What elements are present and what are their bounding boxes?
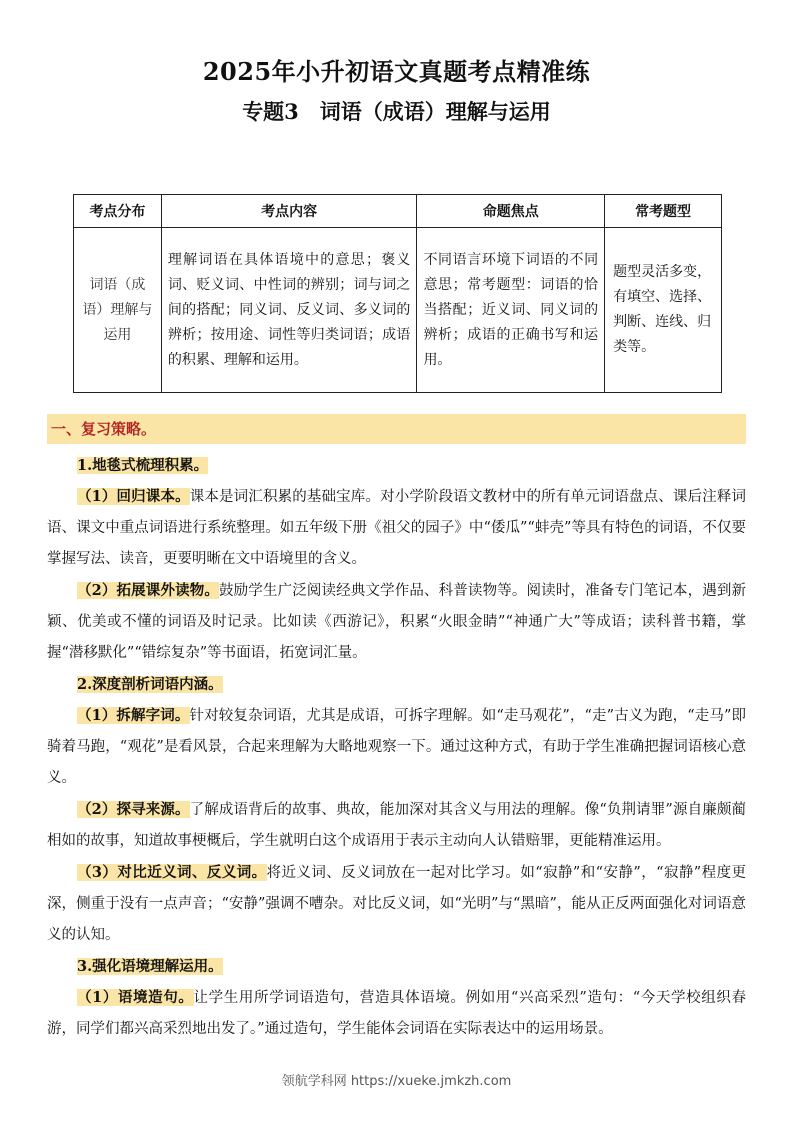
subheading-context: 3.强化语境理解运用。: [77, 958, 223, 975]
section-heading-strategy: 一、复习策略。: [47, 414, 746, 444]
table-header-row: [74, 195, 722, 228]
cell-focus: 不同语言环境下词语的不同意思；常考题型：词语的恰当搭配；近义词、同义词的辨析；成语的正确书写和运用。: [417, 228, 605, 393]
strategy-content: [47, 450, 746, 1045]
label-extra-reading: （2）拓展课外读物。: [77, 582, 220, 599]
document-subtitle: 专题3 词语（成语）理解与运用: [242, 99, 551, 124]
label-origin: （2）探寻来源。: [77, 801, 190, 818]
table-header-distribution: 考点分布: [74, 195, 162, 228]
cell-distribution: 词语（成语）理解与运用: [74, 228, 162, 393]
label-synonyms: （3）对比近义词、反义词。: [77, 864, 267, 881]
paragraph-synonyms: （3）对比近义词、反义词。将近义词、反义词放在一起对比学习。如“寂静”和“安静”，“寂静”程度更深，侧重于没有一点声音；“安静”强调不嘈杂。对比反义词，如“光明”与“黑暗”，能从正反两面强化对词语意义的认知。: [47, 864, 746, 943]
subheading-analyze: 2.深度剖析词语内涵。: [77, 676, 223, 693]
cell-content: 理解词语在具体语境中的意思；褒义词、贬义词、中性词的辨别；词与词之间的搭配；同义词、反义词、多义词的辨析；按用途、词性等归类词语；成语的积累、理解和运用。: [161, 228, 417, 393]
table-header-content: 考点内容: [161, 195, 417, 228]
label-textbook: （1）回归课本。: [77, 488, 190, 505]
exam-point-table: [73, 194, 722, 393]
label-sentence-making: （1）语境造句。: [77, 989, 194, 1006]
cell-types: 题型灵活多变，有填空、选择、判断、连线、归类等。: [605, 228, 722, 393]
footer-watermark: 领航学科网 https://xueke.jmkzh.com: [281, 1074, 512, 1089]
subheading-accumulate: 1.地毯式梳理积累。: [77, 457, 209, 474]
paragraph-split-words: （1）拆解字词。针对较复杂词语，尤其是成语，可拆字理解。如“走马观花”，“走”古义为跑，“走马”即骑着马跑，“观花”是看风景，合起来理解为大略地观察一下。通过这种方式，有助于学生准确把握词语核心意义。: [47, 707, 746, 786]
paragraph-origin: （2）探寻来源。了解成语背后的故事、典故，能加深对其含义与用法的理解。像“负荆请罪”源自廉颇蔺相如的故事，知道故事梗概后，学生就明白这个成语用于表示主动向人认错赔罪，更能精准运用。: [47, 801, 746, 849]
table-row: [74, 228, 722, 393]
paragraph-sentence-making: （1）语境造句。让学生用所学词语造句，营造具体语境。例如用“兴高采烈”造句：“今天学校组织春游，同学们都兴高采烈地出发了。”通过造句，学生能体会词语在实际表达中的运用场景。: [47, 989, 746, 1037]
paragraph-extra-reading: （2）拓展课外读物。鼓励学生广泛阅读经典文学作品、科普读物等。阅读时，准备专门笔记本，遇到新颖、优美或不懂的词语及时记录。比如读《西游记》，积累“火眼金睛”“神通广大”等成语；读科普书籍，掌握“潜移默化”“错综复杂”等书面语，拓宽词汇量。: [47, 582, 746, 661]
paragraph-textbook: （1）回归课本。课本是词汇积累的基础宝库。对小学阶段语文教材中的所有单元词语盘点、课后注释词语、课文中重点词语进行系统整理。如五年级下册《祖父的园子》中“倭瓜”“蚌壳”等具有特色的词语，不仅要掌握写法、读音，更要明晰在文中语境里的含义。: [47, 488, 746, 567]
label-split-words: （1）拆解字词。: [77, 707, 190, 724]
table-header-focus: 命题焦点: [417, 195, 605, 228]
table-header-types: 常考题型: [605, 195, 722, 228]
document-title: 2025年小升初语文真题考点精准练: [202, 57, 591, 86]
